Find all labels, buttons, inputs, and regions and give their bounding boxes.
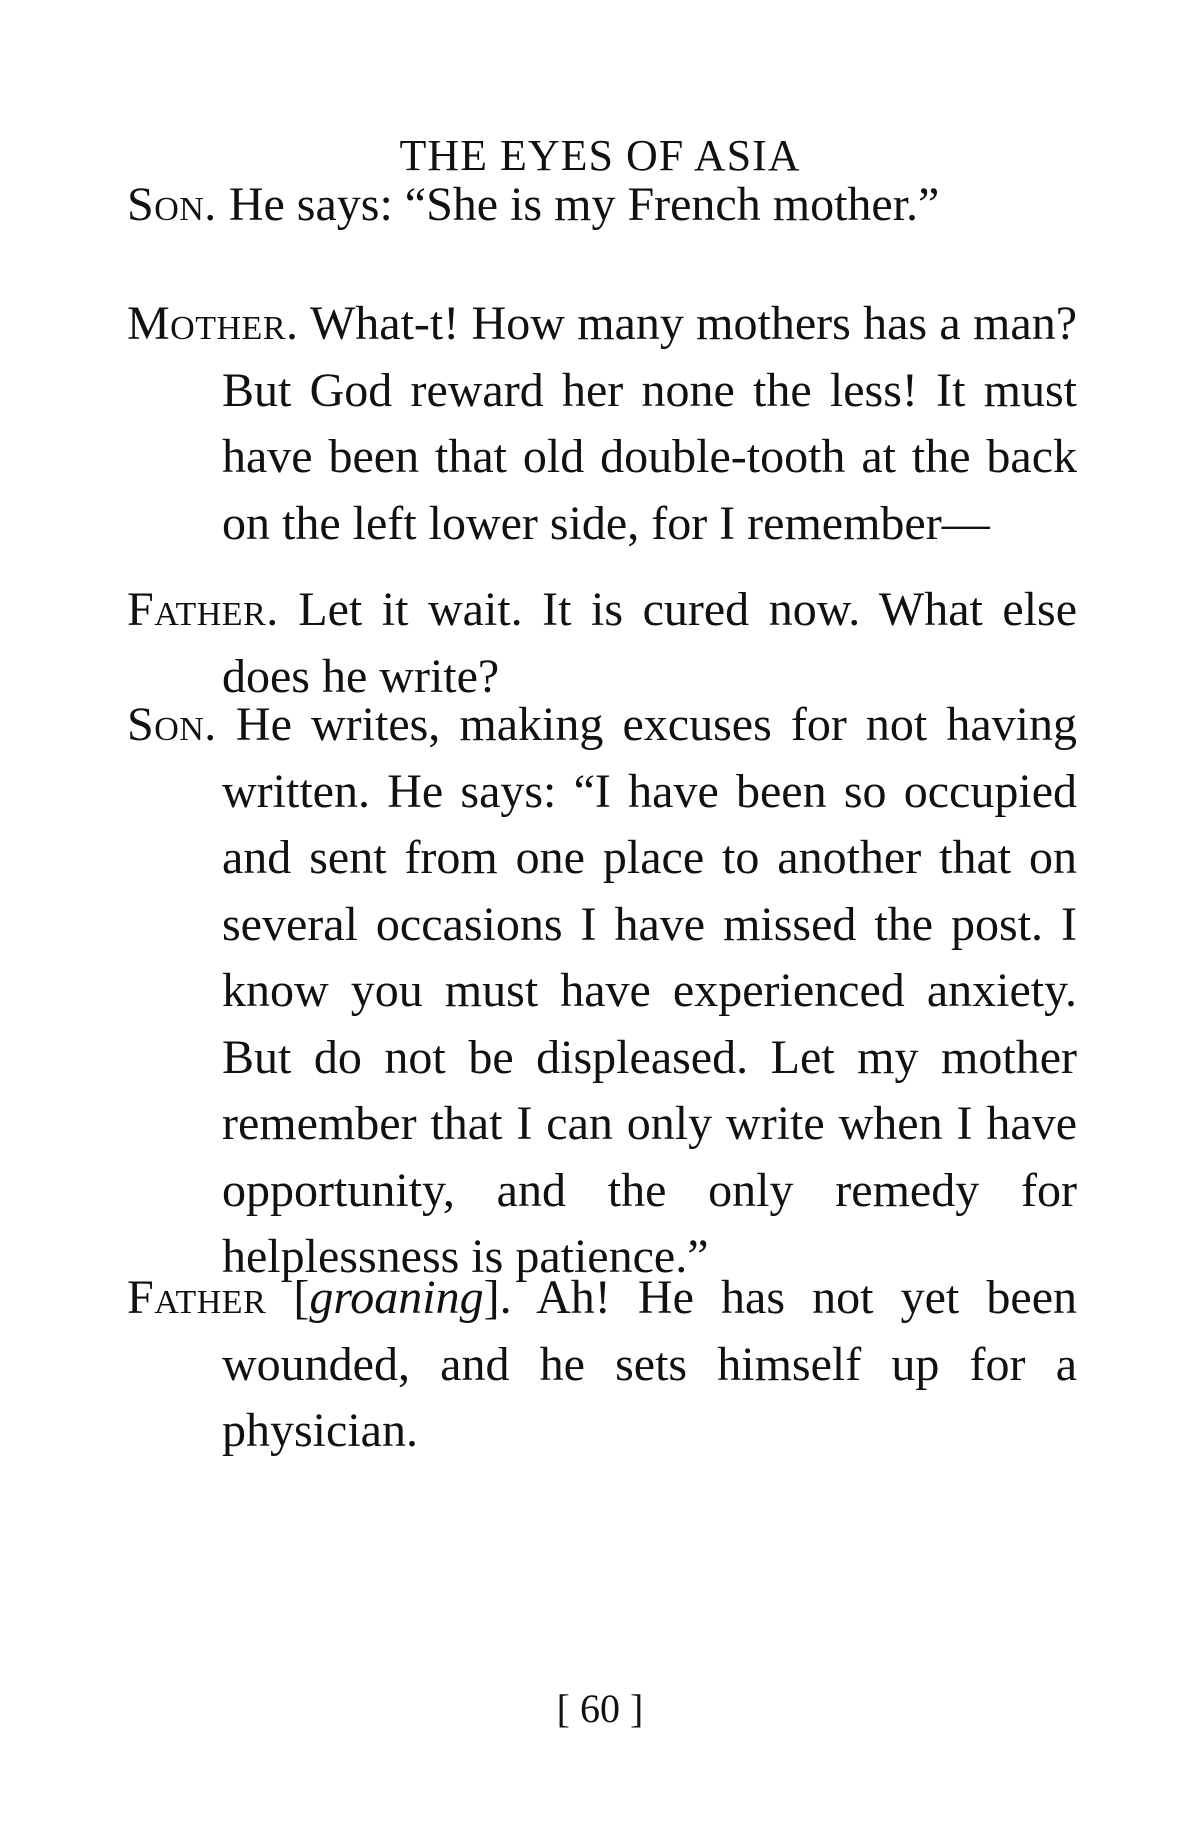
speech-text: Let it wait. It is cured now. What else does he write? bbox=[222, 583, 1078, 703]
stage-direction-close: ]. bbox=[483, 1271, 512, 1324]
speech-text: Ah! He has not yet been wounded, and he sets himself up for a physician. bbox=[222, 1271, 1078, 1457]
speech-text: He says: “She is my French mother.” bbox=[228, 178, 940, 231]
page-number: [ 60 ] bbox=[556, 1686, 644, 1731]
speech-mother bbox=[127, 291, 1077, 557]
speaker-name: Father bbox=[127, 1271, 267, 1324]
speech-son-1 bbox=[127, 172, 1077, 239]
speech-father-2 bbox=[127, 1265, 1077, 1465]
speech-son-2 bbox=[127, 692, 1077, 1291]
stage-direction-open: [ bbox=[293, 1271, 310, 1324]
speaker-name: Son. bbox=[127, 698, 217, 751]
speech-father-1 bbox=[127, 577, 1077, 710]
speaker-name: Son. bbox=[127, 178, 217, 231]
stage-direction: groaning bbox=[309, 1271, 484, 1324]
running-head: THE EYES OF ASIA bbox=[399, 131, 801, 180]
speaker-name: Mother. bbox=[127, 297, 299, 350]
speaker-name: Father. bbox=[127, 583, 279, 636]
speech-text: He writes, making excuses for not having written. He says: “I have been so occupied and sent from one place to another that on several occasions I have missed the post. I know you must have experienced anxiety. But do not be displeased. Let my mother remember that I can only write when I have opportunity, and the only remedy for helplessness is patience.” bbox=[222, 698, 1078, 1283]
speech-text: What-t! How many mothers has a man? But God reward her none the less! It must have been that old double-tooth at the back on the left lower side, for I remember— bbox=[222, 297, 1078, 550]
